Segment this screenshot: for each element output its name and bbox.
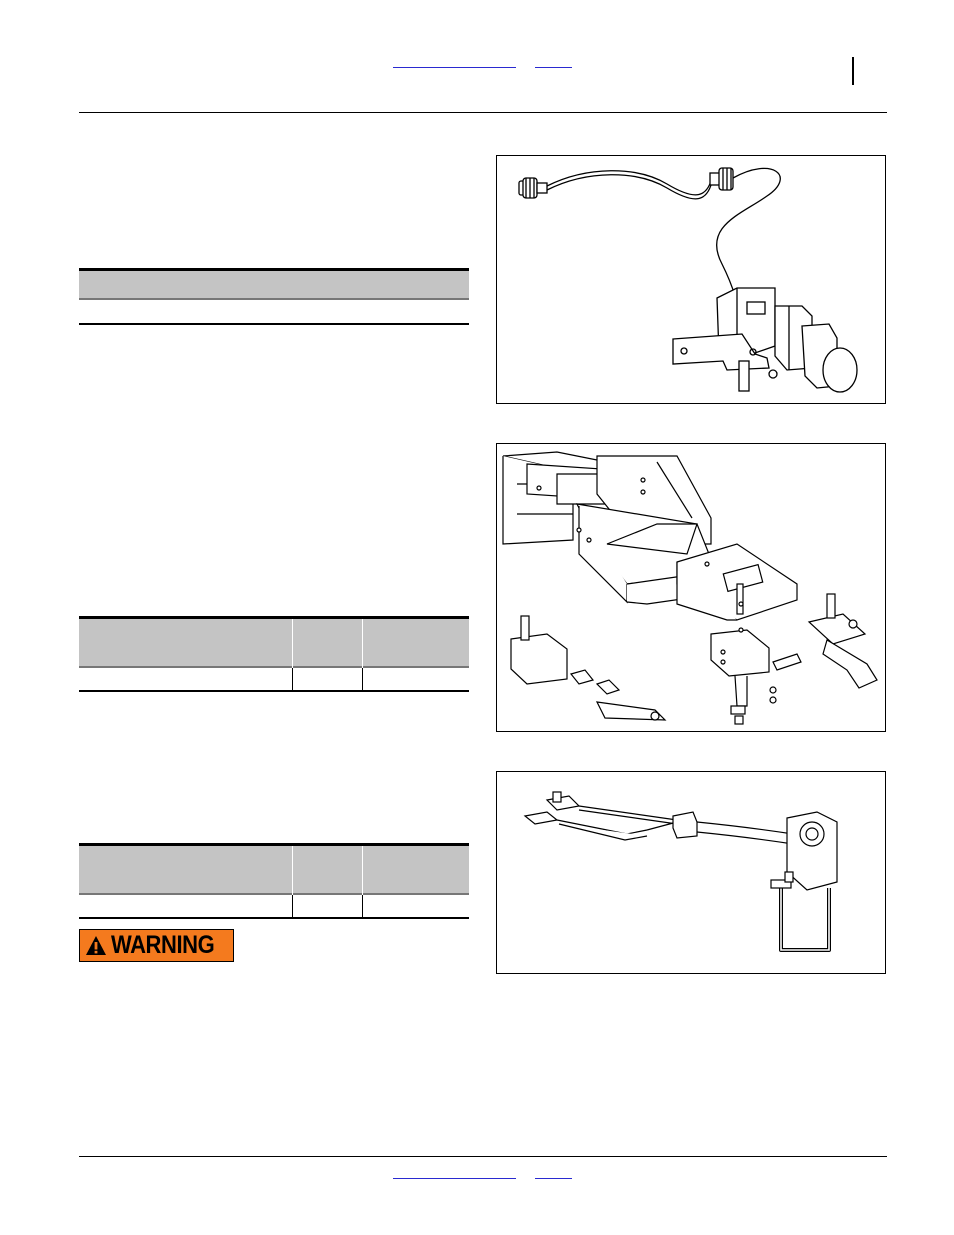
footer-rule [79,1156,887,1157]
table-1-header [79,271,469,298]
table-1-bottom-rule [79,323,469,325]
warning-label [79,929,234,962]
footer-link-1[interactable] [393,1178,516,1179]
footer-link-2[interactable] [535,1178,572,1179]
harness-bracket-illustration [497,772,885,973]
table-bottom-rule [79,917,469,919]
header-vertical-bar [852,57,854,85]
figure-hitch-frame-exploded [496,443,886,732]
parts-table-2 [79,616,469,694]
hitch-exploded-illustration [497,444,885,731]
column-divider [292,668,293,690]
header-link-2[interactable] [535,67,572,68]
warning-triangle-icon [85,935,107,957]
table-header [79,846,469,893]
column-divider [362,668,363,690]
table-header [79,619,469,666]
header-rule [79,112,887,113]
column-divider [362,895,363,917]
figure-harness-bracket [496,771,886,974]
table-header-separator [79,666,469,668]
table-header-separator [79,893,469,895]
table-bottom-rule [79,690,469,692]
cable-assembly-illustration [497,156,885,403]
header-link-1[interactable] [393,67,516,68]
parts-table-3 [79,843,469,921]
table-1-header-separator [79,298,469,300]
column-divider [292,895,293,917]
figure-cable-connector-assembly [496,155,886,404]
warning-text: WARNING [110,931,215,959]
